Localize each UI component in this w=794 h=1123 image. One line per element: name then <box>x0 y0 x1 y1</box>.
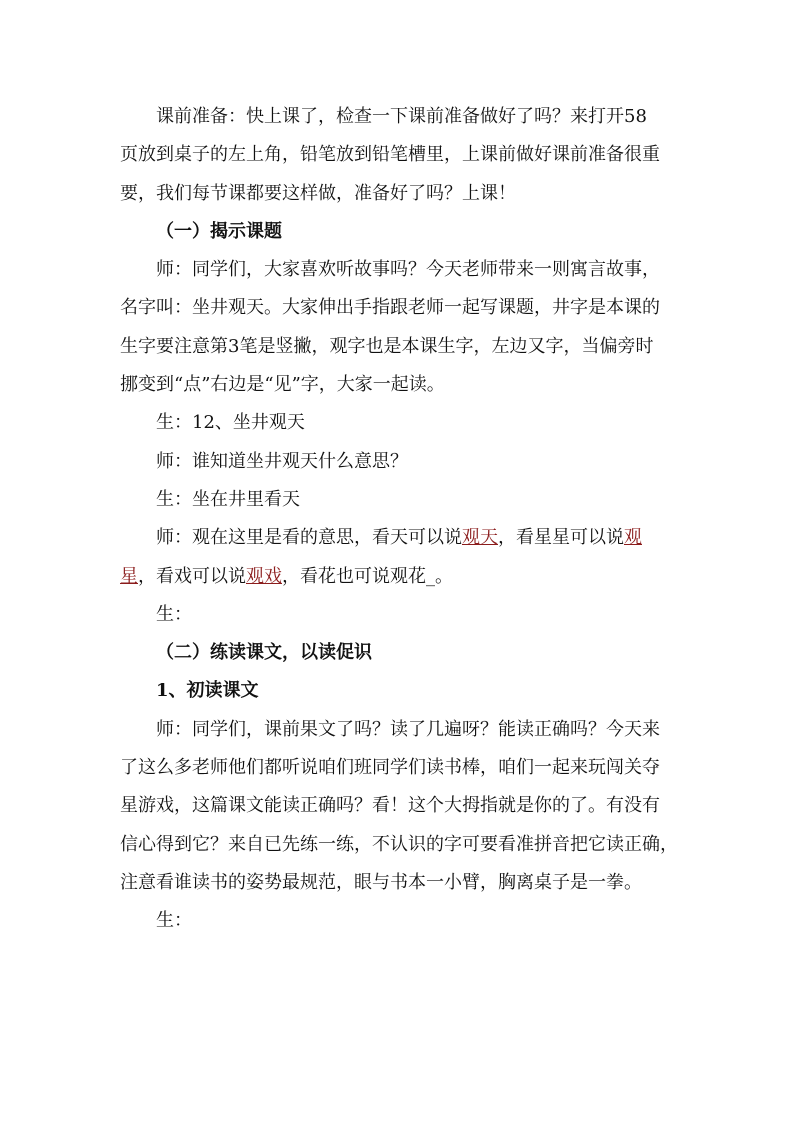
underlined-term: 观戏 <box>246 565 282 587</box>
paragraph-teacher-explanation <box>120 519 680 596</box>
text-line: 挪变到“点”右边是“见”字，大家一起读。 <box>120 374 445 396</box>
text-line: 师：同学们，大家喜欢听故事吗？今天老师带来一则寓言故事， <box>156 259 660 281</box>
section-heading: （二）练读课文，以读促识 <box>156 642 372 664</box>
document-body <box>120 98 680 941</box>
text-line <box>120 558 680 596</box>
underlined-term: 观天 <box>462 527 498 549</box>
text-line: 名字叫：坐井观天。大家伸出手指跟老师一起写课题，井字是本课的 <box>120 297 660 319</box>
teacher-question: 师：谁知道坐井观天什么意思？ <box>156 450 408 472</box>
student-response: 生： <box>156 910 192 932</box>
underlined-term: 观 <box>624 527 642 549</box>
underlined-term: 星 <box>120 565 138 587</box>
paragraph-class-preparation <box>120 98 680 213</box>
text-run: ，看星星可以说 <box>498 527 624 549</box>
text-line: 页放到桌子的左上角，铅笔放到铅笔槽里，上课前做好课前准备很重 <box>120 144 660 166</box>
text-line: 了这么多老师他们都听说咱们班同学们读书棒，咱们一起来玩闯关夺 <box>120 757 660 779</box>
student-response: 生： <box>156 603 192 625</box>
section-heading: （一）揭示课题 <box>156 220 282 242</box>
text-line: 信心得到它？来自已先练一练，不认识的字可要看准拼音把它读正确， <box>120 833 678 855</box>
subsection-heading: 1、初读课文 <box>156 680 259 702</box>
student-response: 生：坐在井里看天 <box>156 488 300 510</box>
text-line: 星游戏，这篇课文能读正确吗？看！这个大拇指就是你的了。有没有 <box>120 795 660 817</box>
text-run: ，看花也可说观花_。 <box>282 565 453 587</box>
paragraph-teacher-intro <box>120 251 680 404</box>
text-line: 注意看谁读书的姿势最规范，眼与书本一小臂，胸离桌子是一拳。 <box>120 871 642 893</box>
text-line: 课前准备：快上课了，检查一下课前准备做好了吗？来打开58 <box>156 106 647 127</box>
text-line: 要，我们每节课都要这样做，准备好了吗？上课！ <box>120 182 516 204</box>
paragraph-reading-instructions <box>120 711 680 902</box>
text-run: 师：观在这里是看的意思，看天可以说 <box>156 527 462 549</box>
text-line: 师：同学们，课前果文了吗？读了几遍呀？能读正确吗？今天来 <box>156 718 660 740</box>
text-run: ，看戏可以说 <box>138 565 246 587</box>
text-line: 生字要注意第3笔是竖撇，观字也是本课生字，左边又字，当偏旁时 <box>120 335 654 357</box>
student-response: 生：12、坐井观天 <box>156 412 305 434</box>
text-line <box>120 519 680 557</box>
